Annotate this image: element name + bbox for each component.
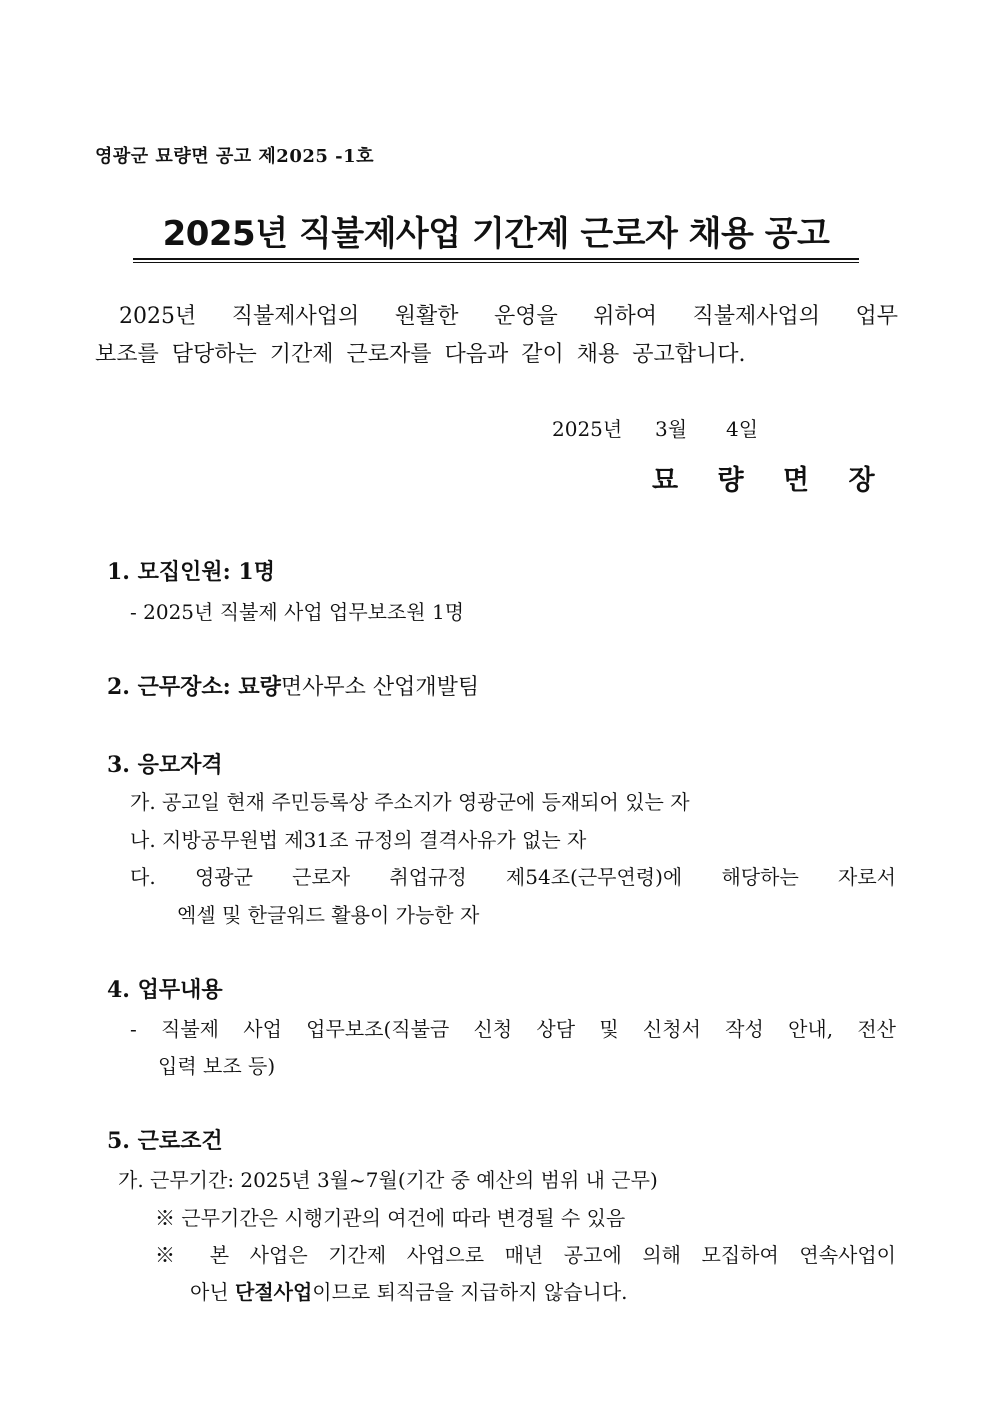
date-day: 4일: [726, 417, 759, 441]
intro-paragraph: [95, 298, 898, 374]
section-3-item-da-cont: 엑셀 및 한글워드 활용이 가능한 자: [177, 903, 480, 927]
date-year: 2025년: [552, 417, 623, 441]
section-1-item: - 2025년 직불제 사업 업무보조원 1명: [130, 600, 465, 624]
document-title: 2025년 직불제사업 기간제 근로자 채용 공고: [162, 214, 830, 254]
title-underline-thick: [133, 258, 859, 260]
intro-line-1: 2025년 직불제사업의 원활한 운영을 위하여 직불제사업의 업무: [119, 304, 898, 329]
title-underline-thin: [133, 262, 859, 263]
section-3-item-da: 다. 영광군 근로자 취업규정 제54조(근무연령)에 해당하는 자로서: [130, 865, 896, 889]
section-4-item-cont: 입력 보조 등): [158, 1054, 276, 1078]
section-5-item-ga: 가. 근무기간: 2025년 3월~7월(기간 중 예산의 범위 내 근무): [118, 1168, 658, 1192]
section-3-item-ga: 가. 공고일 현재 주민등록상 주소지가 영광군에 등재되어 있는 자: [130, 790, 690, 814]
section-5-title: 5. 근로조건: [107, 1128, 223, 1154]
issuer-signature: 묘 량 면 장: [652, 465, 890, 496]
section-1-title: 1. 모집인원: 1명: [107, 559, 275, 585]
section-4-title: 4. 업무내용: [107, 977, 223, 1003]
date-month: 3월: [655, 417, 688, 441]
notice-number: 영광군 묘량면 공고 제2025 -1호: [95, 146, 375, 167]
section-4-item: - 직불제 사업 업무보조(직불금 신청 상담 및 신청서 작성 안내, 전산: [130, 1017, 896, 1041]
section-2-title-rest: 면사무소 산업개발팀: [280, 675, 480, 700]
section-3-title: 3. 응모자격: [107, 752, 223, 778]
intro-line-2: 보조를 담당하는 기간제 근로자를 다음과 같이 채용 공고합니다.: [95, 342, 746, 367]
section-2-title: [107, 670, 479, 701]
note-prefix: 아닌: [190, 1280, 235, 1304]
note-bold-term: 단절사업: [235, 1280, 313, 1304]
section-5-note-1: ※ 근무기간은 시행기관의 여건에 따라 변경될 수 있음: [155, 1206, 626, 1230]
section-2-title-prefix: 2. 근무장소: 묘량: [107, 674, 281, 700]
section-5-note-2: ※ 본 사업은 기간제 사업으로 매년 공고에 의해 모집하여 연속사업이: [155, 1243, 896, 1267]
note-suffix: 이므로 퇴직금을 지급하지 않습니다.: [312, 1280, 628, 1304]
section-3-item-na: 나. 지방공무원법 제31조 규정의 결격사유가 없는 자: [130, 828, 587, 852]
section-5-note-2-cont: [190, 1276, 628, 1305]
